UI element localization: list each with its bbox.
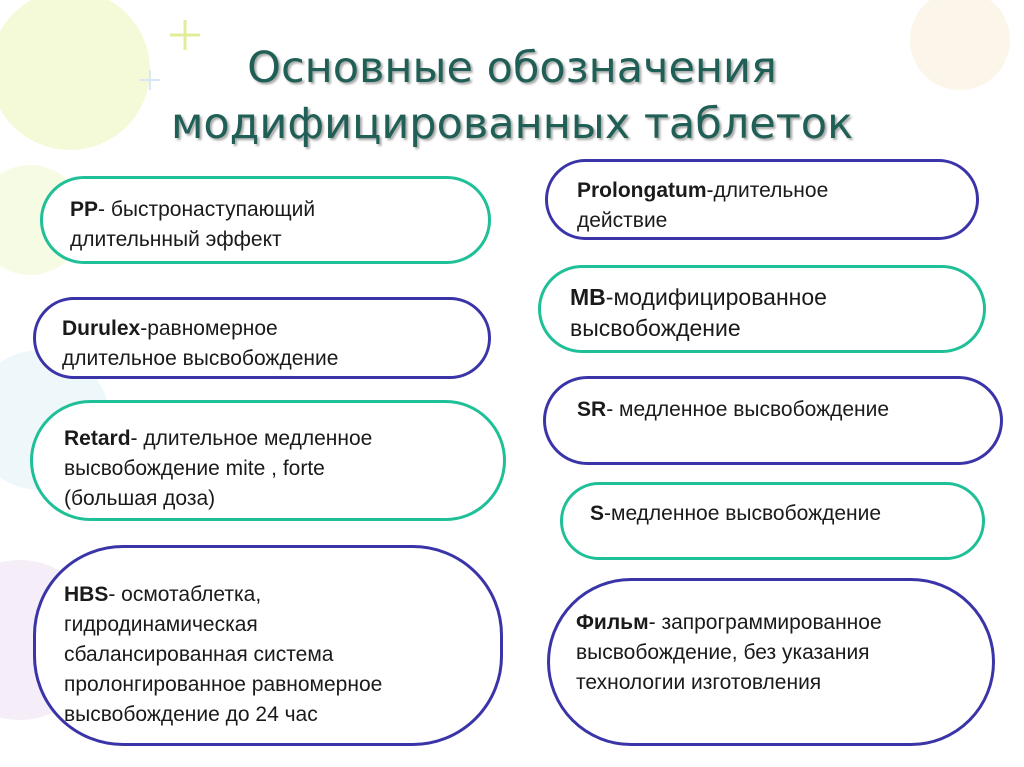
term-desc: запрограммированное [661,611,882,634]
title-line: Основные обозначения [247,43,777,93]
term-desc: высвобождение mite , forte [64,457,325,480]
term-desc: сбалансированная система [64,643,334,666]
term-separator: - [604,502,612,525]
slide-title [0,40,1024,152]
term-desc: высвобождение [570,315,741,341]
term-text-hbs [64,580,382,730]
term-name: HBS [64,583,109,606]
term-text-film [576,608,882,698]
term-name: Prolongatum [577,179,707,202]
term-desc: технологии изготовления [576,671,822,694]
term-text-s [590,499,881,529]
term-name: Retard [64,427,131,450]
term-desc: длительное [713,179,829,202]
term-separator: - [648,611,662,634]
term-text-durulex [62,314,338,374]
title-line: модифицированных таблеток [170,99,854,149]
term-desc: быстронаступающий [110,198,316,221]
term-desc: действие [577,209,668,232]
term-separator: - [606,398,620,421]
term-separator: - [108,583,122,606]
term-desc: (большая доза) [64,487,216,510]
term-desc: высвобождение, без указания [576,641,870,664]
term-name: Фильм [576,611,649,634]
term-text-rr [70,195,315,255]
term-separator: - [140,317,148,340]
term-desc: длительное высвобождение [62,347,339,370]
term-name: SR [577,398,607,421]
term-text-mb [570,282,827,344]
term-name: MB [570,284,606,310]
term-desc: медленное высвобождение [619,398,890,421]
term-text-sr [577,395,889,425]
term-separator: - [706,179,714,202]
term-desc: длительное медленное [143,427,373,450]
term-separator: - [130,427,144,450]
term-separator: - [98,198,111,221]
term-name: Durulex [62,317,141,340]
term-desc: равномерное [147,317,278,340]
term-text-retard [64,424,372,514]
term-desc: длительнный эффект [70,228,282,251]
term-separator: - [605,284,614,310]
term-name: РР [70,198,99,221]
term-desc: высвобождение до 24 час [64,703,318,726]
term-desc: осмотаблетка, [121,583,262,606]
term-desc: гидродинамическая [64,613,258,636]
term-text-prolongatum [577,176,828,236]
term-desc: пролонгированное равномерное [64,673,383,696]
term-name: S [590,502,605,525]
term-desc: медленное высвобождение [611,502,882,525]
term-desc: модифицированное [613,284,827,310]
